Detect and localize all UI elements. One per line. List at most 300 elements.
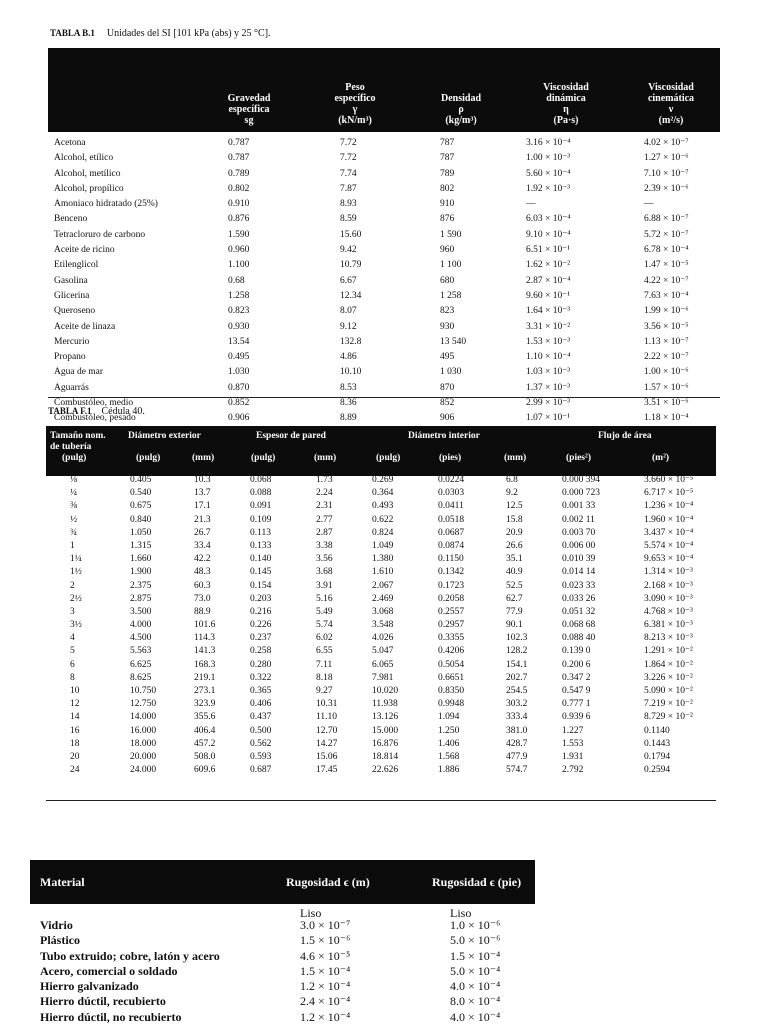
table-cell: 0.109 — [250, 514, 272, 525]
table-cell: 15.000 — [372, 725, 399, 736]
table-b1-col-header — [516, 48, 616, 132]
roughness-value: 4.6 × 10⁻⁵ — [300, 948, 351, 963]
table-cell: 0.0224 — [438, 475, 465, 485]
table-cell: 15.8 — [506, 514, 523, 525]
table-cell: 0.014 14 — [562, 567, 596, 578]
table-cell: 6.88 × 10⁻⁷ — [644, 214, 689, 225]
nominal-size: 24 — [70, 765, 80, 776]
table-cell: 26.6 — [506, 540, 523, 551]
table-f1-title: Cédula 40. — [101, 406, 145, 417]
table-cell: 0.910 — [228, 199, 250, 210]
table-cell: 0.001 33 — [562, 501, 596, 512]
table-cell: 16.000 — [130, 725, 157, 736]
table-cell: 0.003 70 — [562, 527, 596, 538]
table-cell: 495 — [440, 352, 455, 363]
table-cell: 1.62 × 10⁻² — [526, 260, 571, 271]
table-cell: 1.291 × 10⁻² — [644, 646, 693, 657]
table-cell: 3.31 × 10⁻² — [526, 321, 571, 332]
table-cell: 0.495 — [228, 352, 250, 363]
table-row — [48, 167, 720, 182]
table-b1-caption — [50, 28, 271, 39]
fluid-name: Acetona — [54, 138, 86, 148]
roughness-value: 1.5 × 10⁻⁴ — [300, 963, 351, 978]
table-cell: 42.2 — [194, 554, 211, 565]
table-row — [46, 553, 716, 566]
table-cell: 1.050 — [130, 527, 152, 538]
table-cell: 2.31 — [316, 501, 333, 512]
table-cell: 0.203 — [250, 593, 272, 604]
table-f1-label: TABLA F.1 — [48, 406, 92, 416]
table-cell: 0.1723 — [438, 580, 465, 591]
table-cell: 0.200 6 — [562, 659, 591, 670]
table-cell: 0.500 — [250, 725, 272, 736]
table-cell: 5.047 — [372, 646, 394, 657]
table-cell: 0.006 00 — [562, 540, 596, 551]
table-cell: 1.660 — [130, 554, 152, 565]
nominal-size: 1¼ — [70, 554, 82, 565]
table-cell: 0.0687 — [438, 527, 465, 538]
table-cell: 4.86 — [340, 352, 357, 363]
table-cell: 0.010 39 — [562, 554, 596, 565]
nominal-size: ¾ — [70, 527, 78, 538]
table-b1-col-header — [416, 48, 506, 132]
table-cell: 0.930 — [228, 321, 250, 332]
table-cell: 0.787 — [228, 138, 250, 148]
table-cell: 3.226 × 10⁻² — [644, 672, 693, 683]
table-cell: 0.2957 — [438, 620, 465, 631]
table-f1-unit-header: (pies) — [439, 453, 462, 463]
table-cell: 1.590 — [228, 229, 250, 240]
table-cell: 3.068 — [372, 606, 394, 617]
table-b1-col-header-line: γ — [352, 104, 358, 115]
table-cell: 1.53 × 10⁻³ — [526, 336, 571, 347]
table-cell: 12.750 — [130, 699, 157, 710]
table-cell: 574.7 — [506, 765, 528, 776]
table-cell: 787 — [440, 153, 455, 164]
table-cell: 787 — [440, 138, 455, 148]
table-cell: 0.0874 — [438, 540, 465, 551]
table-cell: 6.03 × 10⁻⁴ — [526, 214, 571, 225]
table-cell: 0.1140 — [644, 725, 670, 736]
table-cell: 1.406 — [438, 738, 460, 749]
table-cell: 11.10 — [316, 712, 338, 723]
table-cell: 355.6 — [194, 712, 216, 723]
table-cell: 18.814 — [372, 751, 399, 762]
table-cell: 7.219 × 10⁻² — [644, 699, 693, 710]
table-cell: 0.687 — [250, 765, 272, 776]
table-cell: 9.27 — [316, 686, 333, 696]
table-cell: 0.622 — [372, 514, 394, 525]
table-f1-unit-header: (mm) — [192, 453, 215, 463]
table-cell: 0.2058 — [438, 593, 465, 604]
table-row — [48, 258, 720, 273]
table-cell: 0.133 — [250, 540, 272, 551]
table-row — [46, 487, 716, 500]
nominal-size: ½ — [70, 514, 78, 525]
table-b1-col-header-line: Densidad — [440, 93, 481, 104]
nominal-size: 12 — [70, 699, 80, 710]
table-cell: 8.36 — [340, 398, 357, 409]
table-cell: 0.8350 — [438, 686, 465, 696]
table-cell: 62.7 — [506, 593, 523, 604]
table-cell: 52.5 — [506, 580, 523, 591]
table-cell: 3.16 × 10⁻⁴ — [526, 138, 571, 148]
table-cell: 2.24 — [316, 488, 333, 499]
table-cell: 333.4 — [506, 712, 528, 723]
nominal-size: 2½ — [70, 593, 82, 604]
table-cell: 0.675 — [130, 501, 152, 512]
table-cell: 2.87 × 10⁻⁴ — [526, 275, 571, 286]
table-row — [48, 243, 720, 258]
table-cell: 1.960 × 10⁻⁴ — [644, 514, 694, 525]
table-cell: 5.60 × 10⁻⁴ — [526, 168, 571, 179]
table-cell: 1.553 — [562, 738, 584, 749]
table-cell: 1.258 — [228, 290, 250, 301]
table-cell: 0.960 — [228, 245, 250, 256]
table-cell: 6.55 — [316, 646, 333, 657]
table-cell: 0.906 — [228, 413, 250, 424]
material-name: Tubo extruido; cobre, latón y acero — [40, 948, 220, 963]
table-cell: 22.626 — [372, 765, 399, 776]
table-b1-col-header-line: (kN/m³) — [338, 115, 372, 126]
roughness-value: 1.0 × 10⁻⁶ — [450, 918, 501, 932]
smooth-label-ft: Liso — [450, 906, 472, 920]
table-cell: 60.3 — [194, 580, 211, 591]
table-cell: 2.77 — [316, 514, 333, 525]
table-cell: 930 — [440, 321, 455, 332]
table-cell: 0.364 — [372, 488, 394, 499]
roughness-value: 8.0 × 10⁻⁴ — [450, 994, 501, 1009]
table-cell: 0.68 — [228, 275, 245, 286]
table-cell: 1.568 — [438, 751, 460, 762]
table-cell: 0.823 — [228, 306, 250, 317]
table-cell: 323.9 — [194, 699, 216, 710]
table-cell: 6.51 × 10⁻¹ — [526, 245, 571, 256]
table-cell: 1.07 × 10⁻¹ — [526, 413, 571, 424]
table-b1-col-header — [204, 48, 294, 132]
table-cell: 457.2 — [194, 738, 216, 749]
table-cell: 73.0 — [194, 593, 211, 604]
table-row — [48, 289, 720, 304]
table-row — [48, 350, 720, 365]
table-cell: 0.787 — [228, 153, 250, 164]
table-cell: 1.00 × 10⁻⁶ — [644, 367, 689, 378]
table-b1-body — [48, 136, 720, 427]
table-cell: 101.6 — [194, 620, 216, 631]
table-cell: 40.9 — [506, 567, 523, 578]
table-cell: 4.000 — [130, 620, 152, 631]
table-cell: 0.365 — [250, 686, 272, 696]
table-b1-rule — [48, 397, 720, 398]
header-nominal-size-line1: Tamaño nom. — [50, 431, 106, 441]
material-name: Hierro dúctil, recubierto — [40, 994, 166, 1009]
table-cell: 1.73 — [316, 475, 333, 485]
roughness-value: 4.0 × 10⁻⁴ — [450, 979, 501, 994]
roughness-value: 2.4 × 10⁻⁴ — [300, 994, 351, 1009]
table-cell: 906 — [440, 413, 455, 424]
table-row — [30, 994, 535, 1009]
table-row — [48, 151, 720, 166]
table-row — [46, 593, 716, 606]
nominal-size: 6 — [70, 659, 75, 670]
roughness-value: 5.0 × 10⁻⁴ — [450, 963, 501, 978]
table-cell: 8.53 — [340, 382, 357, 393]
table-cell: 1.57 × 10⁻⁶ — [644, 382, 689, 393]
table-cell: 0.0411 — [438, 501, 464, 512]
fluid-name: Alcohol, etílico — [54, 153, 114, 164]
table-cell: 1.610 — [372, 567, 394, 578]
table-cell: 0.322 — [250, 672, 272, 683]
table-cell: 7.72 — [340, 138, 357, 148]
table-cell: 0.216 — [250, 606, 272, 617]
fluid-name: Amoniaco hidratado (25%) — [54, 199, 158, 210]
table-cell: 202.7 — [506, 672, 528, 683]
table-cell: 7.981 — [372, 672, 394, 683]
nominal-size: 10 — [70, 686, 80, 696]
nominal-size: 5 — [70, 646, 75, 657]
table-cell: 0.237 — [250, 633, 272, 644]
table-b1-col-header — [626, 48, 716, 132]
table-row — [48, 228, 720, 243]
table-cell: 8.18 — [316, 672, 333, 683]
table-cell: 2.99 × 10⁻³ — [526, 398, 571, 409]
table-cell: 128.2 — [506, 646, 528, 657]
table-row — [48, 381, 720, 396]
table-cell: 0.824 — [372, 527, 394, 538]
material-name: Vidrio — [40, 918, 73, 932]
table-cell: 0.405 — [130, 475, 152, 485]
table-row — [46, 672, 716, 685]
table-cell: 20.000 — [130, 751, 157, 762]
fluid-name: Alcohol, propílico — [54, 183, 124, 194]
header-wall-thickness: Espesor de pared — [256, 431, 326, 441]
material-name: Hierro dúctil, no recubierto — [40, 1009, 182, 1024]
table-cell: 2.87 — [316, 527, 333, 538]
table-row — [48, 274, 720, 289]
table-cell: 381.0 — [506, 725, 528, 736]
table-cell: 3.660 × 10⁻⁵ — [644, 475, 694, 485]
table-cell: 2.469 — [372, 593, 394, 604]
table-roughness-body — [30, 904, 535, 1024]
table-cell: 0.547 9 — [562, 686, 591, 696]
table-cell: 90.1 — [506, 620, 523, 631]
fluid-name: Glicerina — [54, 290, 90, 301]
table-cell: 0.939 6 — [562, 712, 591, 723]
table-cell: 1.315 — [130, 540, 152, 551]
header-material: Material — [40, 875, 85, 889]
table-cell: 132.8 — [340, 336, 362, 347]
table-cell: 3.56 — [316, 554, 333, 565]
table-cell: 10.10 — [340, 367, 362, 378]
table-cell: 1.380 — [372, 554, 394, 565]
fluid-name: Benceno — [54, 214, 88, 225]
material-name: Hierro galvanizado — [40, 979, 139, 994]
table-roughness — [30, 860, 535, 1024]
table-row — [46, 619, 716, 632]
fluid-name: Combustóleo, pesado — [54, 413, 136, 424]
table-cell: 8.07 — [340, 306, 357, 317]
table-cell: 0.406 — [250, 699, 272, 710]
table-cell: 0.493 — [372, 501, 394, 512]
table-cell: 13 540 — [440, 336, 467, 347]
table-f1 — [46, 406, 716, 802]
table-row — [46, 645, 716, 658]
header-nominal-size-line2: de tubería — [50, 442, 92, 452]
table-cell: 8.59 — [340, 214, 357, 225]
table-cell: 5.574 × 10⁻⁴ — [644, 540, 694, 551]
table-row — [30, 964, 535, 979]
table-row — [46, 725, 716, 738]
table-cell: 876 — [440, 214, 455, 225]
table-cell: 219.1 — [194, 672, 216, 683]
table-cell: 5.090 × 10⁻² — [644, 686, 693, 696]
table-cell: 1.030 — [228, 367, 250, 378]
table-cell: 1.100 — [228, 260, 250, 271]
table-b1-header — [48, 48, 720, 132]
table-cell: 4.500 — [130, 633, 152, 644]
fluid-name: Alcohol, metílico — [54, 168, 121, 179]
table-cell: 0.437 — [250, 712, 272, 723]
table-cell: 1 590 — [440, 229, 462, 240]
table-cell: 0.1794 — [644, 751, 671, 762]
table-row — [46, 474, 716, 487]
table-cell: 1.00 × 10⁻³ — [526, 153, 571, 164]
table-cell: 273.1 — [194, 686, 216, 696]
table-cell: 8.93 — [340, 199, 357, 210]
fluid-name: Gasolina — [54, 275, 88, 286]
fluid-name: Agua de mar — [54, 367, 104, 378]
table-cell: 680 — [440, 275, 455, 286]
table-cell: 0.840 — [130, 514, 152, 525]
table-cell: 0.000 723 — [562, 488, 600, 499]
table-cell: 0.9948 — [438, 699, 465, 710]
table-cell: 2.22 × 10⁻⁷ — [644, 352, 689, 363]
table-cell: 0.023 33 — [562, 580, 596, 591]
table-cell: 0.540 — [130, 488, 152, 499]
table-cell: 477.9 — [506, 751, 528, 762]
table-cell: 24.000 — [130, 765, 157, 776]
table-cell: 5.49 — [316, 606, 333, 617]
table-cell: 2.792 — [562, 765, 584, 776]
table-b1-col-header-line: (m²/s) — [658, 115, 684, 126]
smooth-label-m: Liso — [300, 906, 322, 920]
table-cell: 18.000 — [130, 738, 157, 749]
nominal-size: 14 — [70, 712, 80, 723]
table-row — [48, 320, 720, 335]
header-inner-diameter: Diámetro interior — [408, 431, 480, 441]
table-f1-unit-header: (mm) — [314, 453, 337, 463]
table-cell: 3.437 × 10⁻⁴ — [644, 527, 694, 538]
table-cell: 1 100 — [440, 260, 462, 271]
table-row — [46, 514, 716, 527]
table-f1-unit-header: (pulg) — [251, 453, 276, 463]
table-cell: 3.548 — [372, 620, 394, 631]
table-row — [48, 136, 720, 151]
table-cell: 11.938 — [372, 699, 398, 710]
table-cell: 1.99 × 10⁻⁶ — [644, 306, 689, 317]
table-cell: 17.45 — [316, 765, 338, 776]
material-name: Plástico — [40, 933, 80, 948]
table-f1-rule — [46, 800, 716, 801]
table-cell: 5.16 — [316, 593, 333, 604]
table-cell: 7.10 × 10⁻⁷ — [644, 168, 689, 179]
table-cell: 0.113 — [250, 527, 272, 538]
table-cell: 12.70 — [316, 725, 338, 736]
table-cell: 9.42 — [340, 245, 357, 256]
table-cell: 0.280 — [250, 659, 272, 670]
table-row — [46, 527, 716, 540]
table-cell: 1.13 × 10⁻⁷ — [644, 336, 689, 347]
table-b1-col-header-line: η — [563, 104, 569, 115]
table-cell: 0.258 — [250, 646, 272, 657]
table-row — [46, 606, 716, 619]
table-b1-title: Unidades del SI [101 kPa (abs) y 25 °C]. — [106, 28, 271, 39]
table-cell: 1.236 × 10⁻⁴ — [644, 501, 694, 512]
table-f1-unit-header: (pies²) — [566, 453, 592, 463]
table-cell: 10.3 — [194, 475, 211, 485]
nominal-size: 3 — [70, 606, 75, 617]
table-cell: 2.39 × 10⁻⁶ — [644, 183, 689, 194]
table-b1-col-header-line: (Pa·s) — [553, 115, 579, 126]
table-b1-col-header-line: (kg/m³) — [445, 115, 477, 126]
nominal-size: ¼ — [70, 488, 78, 499]
table-row — [48, 335, 720, 350]
table-cell: 6.625 — [130, 659, 152, 670]
table-cell: 10.020 — [372, 686, 399, 696]
table-cell: 823 — [440, 306, 455, 317]
table-cell: 0.1443 — [644, 738, 671, 749]
nominal-size: 1 — [70, 540, 75, 551]
table-cell: 9.2 — [506, 488, 518, 499]
table-cell: 6.67 — [340, 275, 357, 286]
roughness-value: 4.0 × 10⁻⁴ — [450, 1009, 501, 1024]
table-cell: 0.1342 — [438, 567, 465, 578]
table-cell: 7.87 — [340, 183, 357, 194]
table-cell: 168.3 — [194, 659, 216, 670]
table-cell: 3.56 × 10⁻⁵ — [644, 321, 689, 332]
table-cell: 9.653 × 10⁻⁴ — [644, 554, 694, 565]
table-cell: 13.126 — [372, 712, 399, 723]
nominal-size: ⅛ — [70, 475, 78, 485]
table-cell: 9.10 × 10⁻⁴ — [526, 229, 571, 240]
table-cell: 0.4206 — [438, 646, 465, 657]
table-cell: 154.1 — [506, 659, 528, 670]
table-cell: 4.22 × 10⁻⁷ — [644, 275, 689, 286]
table-cell: 0.777 1 — [562, 699, 591, 710]
table-cell: 6.8 — [506, 475, 518, 485]
table-cell: 0.870 — [228, 382, 250, 393]
fluid-name: Etilenglicol — [54, 260, 99, 271]
table-row — [30, 979, 535, 994]
table-b1-col-header-line: específico — [334, 93, 376, 104]
table-cell: 7.72 — [340, 153, 357, 164]
table-cell: 7.74 — [340, 168, 357, 179]
table-row — [46, 711, 716, 724]
material-name: Acero, comercial o soldado — [40, 963, 178, 978]
table-cell: 428.7 — [506, 738, 528, 749]
header-outer-diameter: Diámetro exterior — [128, 431, 201, 441]
table-b1-col-header-line: ν — [668, 104, 674, 115]
table-cell: 3.38 — [316, 540, 333, 551]
table-cell: 0.2557 — [438, 606, 465, 617]
table-cell: 1.18 × 10⁻⁴ — [644, 413, 689, 424]
table-cell: 0.091 — [250, 501, 272, 512]
table-cell: 88.9 — [194, 606, 211, 617]
table-cell: 1.37 × 10⁻³ — [526, 382, 571, 393]
table-cell: 0.068 — [250, 475, 272, 485]
table-cell: 10.31 — [316, 699, 338, 710]
table-cell: 10.750 — [130, 686, 157, 696]
